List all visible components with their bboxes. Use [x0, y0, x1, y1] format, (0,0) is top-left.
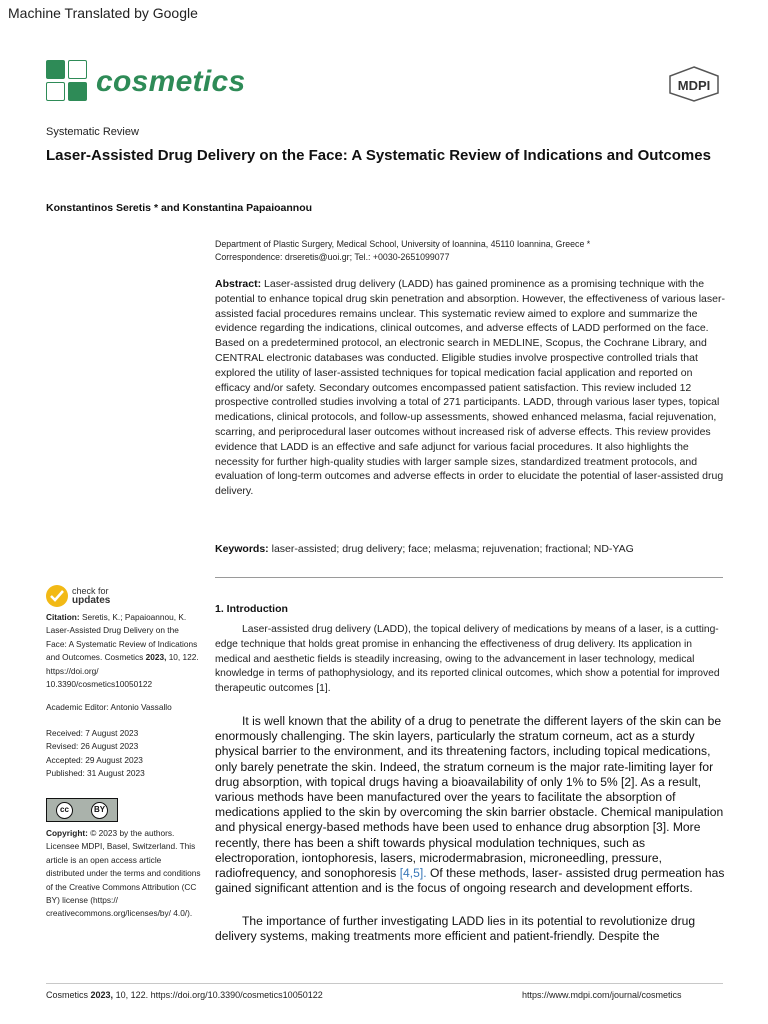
footer-ref: 10, 122. https://doi.org/10.3390/cosmetics10050122: [115, 990, 323, 1000]
citation-label: Citation:: [46, 612, 80, 622]
dates-block: [46, 727, 201, 781]
date-published: Published: 31 August 2023: [46, 768, 145, 779]
machine-translation-banner: Machine Translated by Google: [8, 5, 198, 21]
footer-citation: [46, 990, 323, 1000]
footer-journal: Cosmetics: [46, 990, 89, 1000]
intro-paragraph-2: [215, 714, 727, 896]
paper-title: Laser-Assisted Drug Delivery on the Face: A Systematic Review of Indications and Outcomes: [46, 147, 711, 164]
citation-link[interactable]: [4,5].: [399, 866, 427, 881]
abstract-text: Laser-assisted drug delivery (LADD) has gained prominence as a promising technique with the potential to enhance topical drug skin penetration and absorption. However, the effectiveness of various laser-assisted facial procedures remains unclear. This systematic review aimed to explore and summarize the evidence regarding the indications, clinical outcomes, and adverse effects of LADD performed on the face. Based on a predetermined protocol, an electronic search in MEDLINE, Scopus, the Cochrane Library, and CENTRAL electronic databases was conducted. Eligible studies involve prospective controlled trials that explored the utility of laser-assisted techniques for topical medication facial application and reported on efficacy and/or safety. Secondary outcomes encompassed patient satisfaction. This review included 12 prospective controlled studies involving a total of 271 participants. LADD, through various laser types, topical medications, clinical protocols, and follow-up assessments, showed enhanced melasma, facial rejuvenation, scarring, and periprocedural laser outcomes without increased risk of adverse effects. This review provides evidence that LADD is an effective and safe adjunct for various facial procedures. It also highlights the necessity for further high-quality studies with larger sample sizes, standardized treatment protocols, and evaluation of long-term outcomes and adverse effects in order to elucidate the potential of laser-assisted drug delivery.: [215, 278, 725, 498]
intro-paragraph-1-text: Laser-assisted drug delivery (LADD), the topical delivery of medications by means of a laser, is a cutting-edge technique that holds great promise in enhancing the effectiveness of drug delivery. Its application in medical and aesthetic fields is steadily increasing, owing to the advancement in laser technology, medical knowledge in terms of pathophysiology, and its reported clinical outcomes, which show a potential for improved therapeutic outcomes [1].: [215, 624, 720, 695]
citation-year: 2023,: [145, 652, 167, 663]
citation-rest: 10, 122. https://doi.org/ 10.3390/cosmetics10050122: [46, 652, 199, 690]
academic-editor: Academic Editor: Antonio Vassallo: [46, 702, 172, 712]
section-heading-introduction: 1. Introduction: [215, 603, 288, 615]
section-divider: [215, 577, 723, 578]
affiliation: Department of Plastic Surgery, Medical School, University of Ioannina, 45110 Ioannina, Greece *: [215, 239, 591, 249]
intro-paragraph-2-end: Of these methods, laser- assisted drug permeation has gained significant attention and is the focus of ongoing research and development efforts.: [215, 866, 725, 896]
cc-icon: cc: [56, 802, 73, 819]
by-icon: BY: [91, 802, 108, 819]
abstract-label: Abstract:: [215, 278, 262, 290]
intro-paragraph-3-text: The importance of further investigating LADD lies in its potential to revolutionize drug delivery systems, making treatments more efficient and patient-friendly. Despite the: [215, 914, 696, 944]
intro-paragraph-3: [215, 914, 727, 944]
copyright-text: © 2023 by the authors. Licensee MDPI, Basel, Switzerland. This article is an open access article distributed under the terms and conditions of the Creative Commons Attribution (CC BY) license (https:// creativecommons.org/licenses/by/ 4.0/).: [46, 828, 201, 919]
correspondence: Correspondence: drseretis@uoi.gr; Tel.: +0030-2651099077: [215, 251, 450, 262]
check-icon: [46, 585, 68, 607]
check-line2: updates: [72, 595, 111, 606]
copyright-block: [46, 827, 201, 921]
publisher-name: MDPI: [677, 78, 711, 93]
footer-divider: [46, 983, 723, 984]
citation-block: [46, 611, 201, 691]
journal-logo: [46, 60, 245, 104]
copyright-label: Copyright:: [46, 828, 88, 838]
keywords: [215, 543, 727, 555]
citation-text: Seretis, K.; Papaioannou, K. Laser-Assisted Drug Delivery on the Face: A Systematic Review of Indications and Outcomes. Cosmetics: [46, 612, 198, 663]
keywords-text: laser-assisted; drug delivery; face; melasma; rejuvenation; fractional; ND-YAG: [271, 543, 634, 555]
keywords-label: Keywords:: [215, 543, 269, 555]
cosmetics-logo-icon: [46, 60, 90, 104]
cc-by-license-badge[interactable]: [46, 798, 118, 822]
date-revised: Revised: 26 August 2023: [46, 741, 139, 752]
footer-url[interactable]: https://www.mdpi.com/journal/cosmetics: [522, 990, 682, 1000]
article-type: Systematic Review: [46, 126, 139, 138]
footer-year: 2023,: [90, 990, 114, 1000]
affiliation-block: [215, 238, 725, 263]
mdpi-logo: [668, 66, 720, 102]
intro-paragraph-2-text: It is well known that the ability of a drug to penetrate the different layers of the skin can be enormously challenging. The skin layers, particularly the stratum corneum, act as a sturdy physical barrier to the environment, and its threatening factors, including topical medications, only barely penetrate the skin. Indeed, the stratum corneum is the major rate-limiting layer for drug absorption, with topical drugs having a bioavailability of only 1% to 5% [2]. As a result, various methods have been manufactured over the years to facilitate the absorption of medications applied to the skin by overcoming the skin barrier obstacle. Chemical manipulation and physical energy-based methods have been used to enhance drug absorption [3]. More recently, there has been a shift towards physical modulation techniques, such as electroporation, iontophoresis, lasers, microdermabrasion, microneedling, pressure, radiofrequency, and sonophoresis: [215, 714, 724, 881]
author-list: Konstantinos Seretis * and Konstantina Papaioannou: [46, 202, 313, 214]
intro-paragraph-1: [215, 623, 727, 697]
journal-name: cosmetics: [96, 65, 246, 98]
abstract: [215, 277, 727, 499]
date-received: Received: 7 August 2023: [46, 728, 139, 738]
check-for-updates-badge[interactable]: [46, 585, 110, 607]
check-line1: check for: [72, 586, 109, 596]
date-accepted: Accepted: 29 August 2023: [46, 754, 143, 765]
